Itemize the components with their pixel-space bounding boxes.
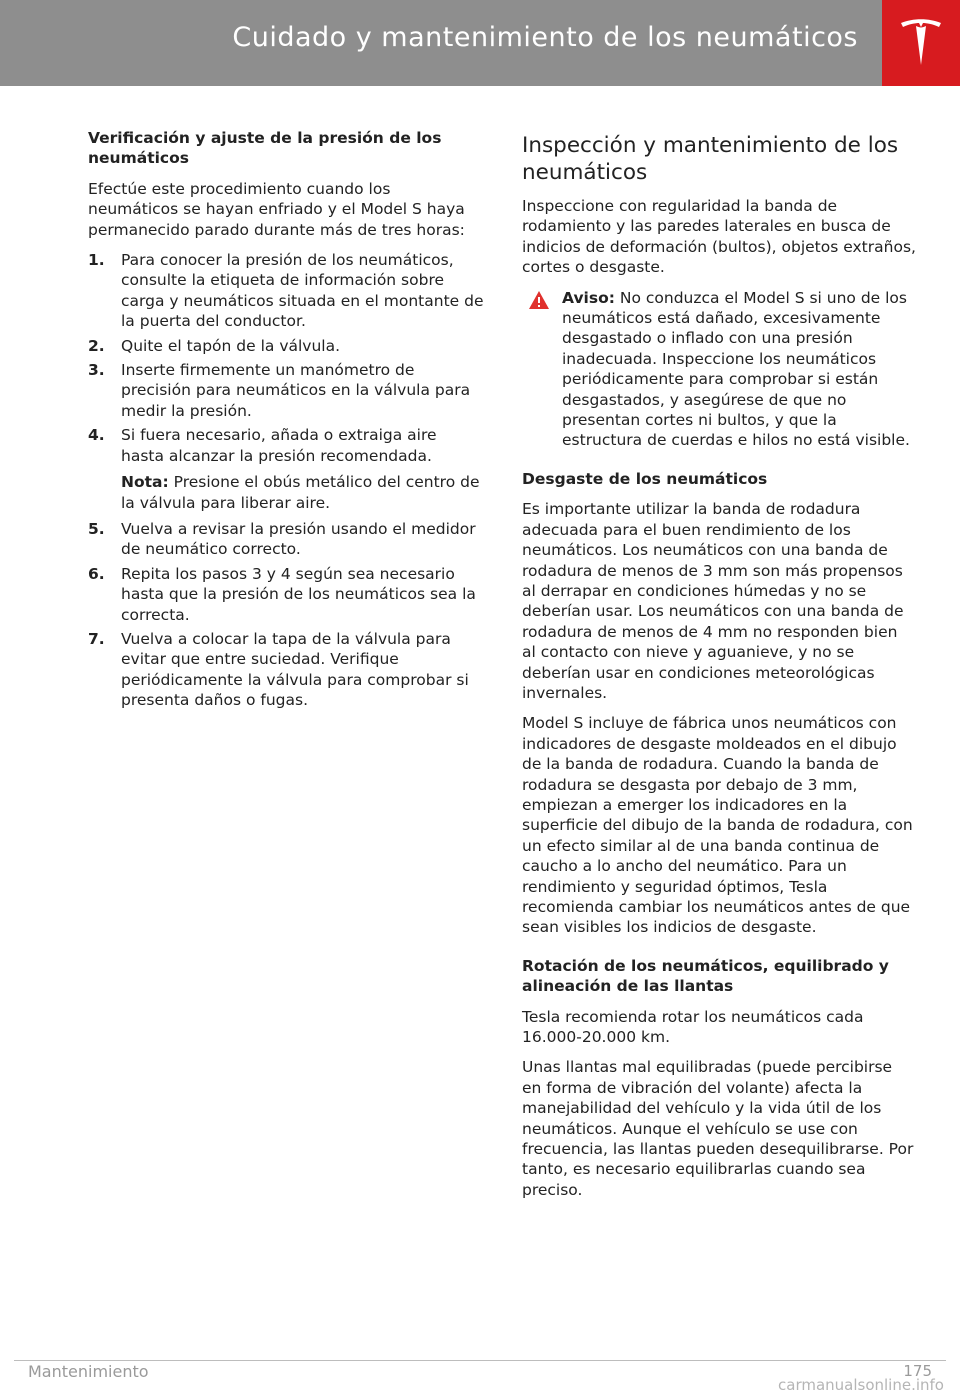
watermark: carmanualsonline.info (778, 1376, 944, 1394)
inspection-intro: Inspeccione con regularidad la banda de rodamiento y las paredes laterales en busca de indicios de deformación (bultos), objetos extraños, cortes o desgaste. (522, 197, 916, 277)
note-box (88, 472, 484, 513)
rotation-paragraph-1: Tesla recomienda rotar los neumáticos cada 16.000-20.000 km. (522, 1007, 864, 1047)
wear-paragraph-1: Es importante utilizar la banda de rodadura adecuada para el buen rendimiento de los neumáticos. Los neumáticos con una banda de rodadura de menos de 3 mm son más propensos al derrapar en condiciones húmedas y no se deberían usar. Los neumáticos con una banda de rodadura de menos de 4 mm no responden bien al contacto con nieve y aguanieve, y no se deberían usar en condiciones meteorológicas invernales. (522, 500, 904, 702)
warning-label: Aviso: (562, 288, 615, 307)
warning-text: No conduzca el Model S si uno de los neumáticos está dañado, excesivamente desgastado o inflado con una presión inadecuada. Inspeccione los neumáticos periódicamente para comprobar si están desgastados, y asegúrese de que no presentan cortes ni bultos, y que la estructura de cuerdas e hilos no está visible. (562, 288, 910, 450)
note-label: Nota: (121, 473, 169, 492)
step-item: 6. Repita los pasos 3 y 4 según sea necesario hasta que la presión de los neumáticos sea la correcta. (88, 564, 476, 624)
section-heading-rotation: Rotación de los neumáticos, equilibrado y alineación de las llantas (522, 956, 889, 996)
step-item: 5. Vuelva a revisar la presión usando el medidor de neumático correcto. (88, 519, 476, 559)
rotation-paragraph-2: Unas llantas mal equilibradas (puede percibirse en forma de vibración del volante) afecta la manejabilidad del vehículo y la vida útil de los neumáticos. Aunque el vehículo se use con frecuencia, las llantas pueden desequilibrarse. Por tanto, es necesario equilibrarlas cuando sea preciso. (522, 1058, 914, 1199)
wear-paragraph-2: Model S incluye de fábrica unos neumáticos con indicadores de desgaste moldeados en el dibujo de la banda de rodadura. Cuando la banda de rodadura se desgasta por debajo de 3 mm, empiezan a emerger los indicadores en la superficie del dibujo de la banda de rodadura, con un efecto similar al de una banda continua de caucho a lo ancho del neumático. Para un rendimiento y seguridad óptimos, Tesla recomienda cambiar los neumáticos antes de que sean visibles los indicios de desgaste. (522, 714, 913, 937)
page-number: 175 (903, 1362, 932, 1380)
note-text: Presione el obús metálico del centro de la válvula para liberar aire. (121, 473, 480, 512)
pressure-steps-cont (88, 519, 484, 711)
right-column (522, 128, 916, 1210)
brand-logo (882, 0, 960, 86)
footer-section: Mantenimiento (28, 1362, 149, 1381)
pressure-intro: Efectúe este procedimiento cuando los neumáticos se hayan enfriado y el Model S haya permanecido parado durante más de tres horas: (88, 179, 465, 239)
section-heading-inspection: Inspección y mantenimiento de los neumáticos (522, 133, 899, 185)
step-item: 2. Quite el tapón de la válvula. (88, 336, 341, 355)
pressure-steps (88, 250, 484, 466)
section-heading-wear: Desgaste de los neumáticos (522, 469, 768, 488)
warning-box (522, 288, 916, 451)
page-header (0, 0, 960, 86)
step-item: 1. Para conocer la presión de los neumáticos, consulte la etiqueta de información sobre carga y neumáticos situada en el montante de la puerta del conductor. (88, 251, 484, 331)
page-title: Cuidado y mantenimiento de los neumáticos (232, 22, 858, 53)
footer-divider (14, 1360, 946, 1361)
warning-triangle-icon (528, 290, 550, 310)
step-item: 4. Si fuera necesario, añada o extraiga aire hasta alcanzar la presión recomendada. (88, 426, 437, 465)
step-item: 7. Vuelva a colocar la tapa de la válvula para evitar que entre suciedad. Verifique periódicamente la válvula para comprobar si presenta daños o fugas. (88, 629, 469, 710)
step-item: 3. Inserte firmemente un manómetro de precisión para neumáticos en la válvula para medir la presión. (88, 361, 471, 420)
left-column (88, 128, 484, 715)
tesla-logo-icon (899, 17, 943, 69)
section-heading-pressure: Verificación y ajuste de la presión de los neumáticos (88, 129, 442, 168)
